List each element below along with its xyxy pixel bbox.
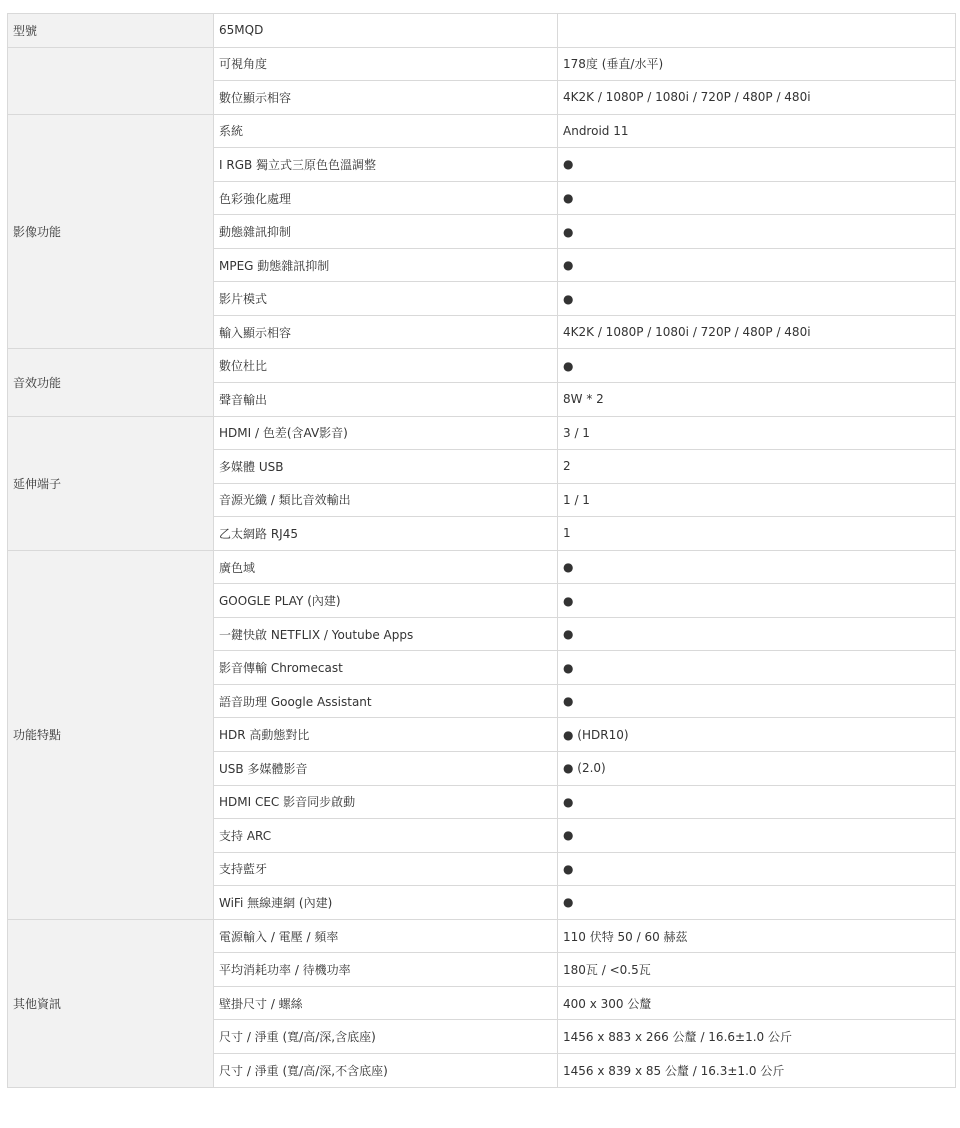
spec-name-cell: 動態雜訊抑制	[214, 215, 558, 249]
spec-value-cell: ●	[558, 215, 956, 249]
spec-name-cell: 電源輸入 / 電壓 / 頻率	[214, 919, 558, 953]
spec-value-cell: ●	[558, 550, 956, 584]
category-cell: 功能特點	[8, 550, 214, 919]
table-row	[8, 919, 956, 953]
spec-name-cell: 影片模式	[214, 282, 558, 316]
spec-name-cell: 壁掛尺寸 / 螺絲	[214, 986, 558, 1020]
spec-value-cell: 400 x 300 公釐	[558, 986, 956, 1020]
spec-value-cell: 4K2K / 1080P / 1080i / 720P / 480P / 480i	[558, 315, 956, 349]
spec-value-cell	[558, 14, 956, 48]
spec-value-cell: 3 / 1	[558, 416, 956, 450]
table-row	[8, 416, 956, 450]
spec-name-cell: GOOGLE PLAY (內建)	[214, 584, 558, 618]
spec-value-cell: 1456 x 839 x 85 公釐 / 16.3±1.0 公斤	[558, 1053, 956, 1087]
table-row	[8, 114, 956, 148]
spec-value-cell: 1 / 1	[558, 483, 956, 517]
spec-value-cell: ●	[558, 819, 956, 853]
category-cell	[8, 47, 214, 114]
spec-value-cell: ●	[558, 617, 956, 651]
spec-value-cell: ● (2.0)	[558, 752, 956, 786]
spec-value-cell: 1	[558, 517, 956, 551]
spec-name-cell: 65MQD	[214, 14, 558, 48]
spec-name-cell: 一鍵快啟 NETFLIX / Youtube Apps	[214, 617, 558, 651]
table-row	[8, 349, 956, 383]
spec-value-cell: ●	[558, 148, 956, 182]
spec-value-cell: 110 伏特 50 / 60 赫茲	[558, 919, 956, 953]
spec-value-cell: ●	[558, 886, 956, 920]
spec-name-cell: 色彩強化處理	[214, 181, 558, 215]
spec-name-cell: HDR 高動態對比	[214, 718, 558, 752]
spec-name-cell: 可視角度	[214, 47, 558, 81]
spec-name-cell: 支持 ARC	[214, 819, 558, 853]
table-row	[8, 14, 956, 48]
table-row	[8, 550, 956, 584]
spec-value-cell: 1456 x 883 x 266 公釐 / 16.6±1.0 公斤	[558, 1020, 956, 1054]
spec-name-cell: 廣色域	[214, 550, 558, 584]
spec-value-cell: ●	[558, 684, 956, 718]
spec-value-cell: ●	[558, 349, 956, 383]
spec-value-cell: ●	[558, 785, 956, 819]
category-cell: 影像功能	[8, 114, 214, 349]
spec-value-cell: ●	[558, 852, 956, 886]
spec-value-cell: ● (HDR10)	[558, 718, 956, 752]
category-cell: 型號	[8, 14, 214, 48]
spec-name-cell: USB 多媒體影音	[214, 752, 558, 786]
spec-name-cell: 尺寸 / 淨重 (寬/高/深,含底座)	[214, 1020, 558, 1054]
spec-value-cell: ●	[558, 248, 956, 282]
spec-name-cell: WiFi 無線連網 (內建)	[214, 886, 558, 920]
spec-name-cell: 多媒體 USB	[214, 450, 558, 484]
category-cell: 音效功能	[8, 349, 214, 416]
spec-value-cell: Android 11	[558, 114, 956, 148]
table-row	[8, 47, 956, 81]
spec-name-cell: HDMI / 色差(含AV影音)	[214, 416, 558, 450]
spec-name-cell: 數位顯示相容	[214, 81, 558, 115]
spec-name-cell: 語音助理 Google Assistant	[214, 684, 558, 718]
spec-value-cell: ●	[558, 181, 956, 215]
spec-value-cell: ●	[558, 584, 956, 618]
spec-name-cell: 數位杜比	[214, 349, 558, 383]
spec-name-cell: 音源光纖 / 類比音效輸出	[214, 483, 558, 517]
spec-name-cell: 尺寸 / 淨重 (寬/高/深,不含底座)	[214, 1053, 558, 1087]
spec-name-cell: MPEG 動態雜訊抑制	[214, 248, 558, 282]
category-cell: 其他資訊	[8, 919, 214, 1087]
spec-value-cell: 4K2K / 1080P / 1080i / 720P / 480P / 480i	[558, 81, 956, 115]
spec-table	[7, 13, 956, 1088]
spec-name-cell: 輸入顯示相容	[214, 315, 558, 349]
spec-name-cell: I RGB 獨立式三原色色溫調整	[214, 148, 558, 182]
spec-name-cell: 系統	[214, 114, 558, 148]
spec-name-cell: 影音傳輸 Chromecast	[214, 651, 558, 685]
spec-table-body	[8, 14, 956, 1088]
spec-name-cell: 支持藍牙	[214, 852, 558, 886]
spec-name-cell: HDMI CEC 影音同步啟動	[214, 785, 558, 819]
category-cell: 延伸端子	[8, 416, 214, 550]
spec-value-cell: 8W * 2	[558, 383, 956, 417]
spec-name-cell: 聲音輸出	[214, 383, 558, 417]
spec-value-cell: 178度 (垂直/水平)	[558, 47, 956, 81]
spec-value-cell: ●	[558, 282, 956, 316]
spec-name-cell: 平均消耗功率 / 待機功率	[214, 953, 558, 987]
spec-value-cell: 180瓦 / <0.5瓦	[558, 953, 956, 987]
spec-name-cell: 乙太網路 RJ45	[214, 517, 558, 551]
spec-value-cell: ●	[558, 651, 956, 685]
spec-value-cell: 2	[558, 450, 956, 484]
